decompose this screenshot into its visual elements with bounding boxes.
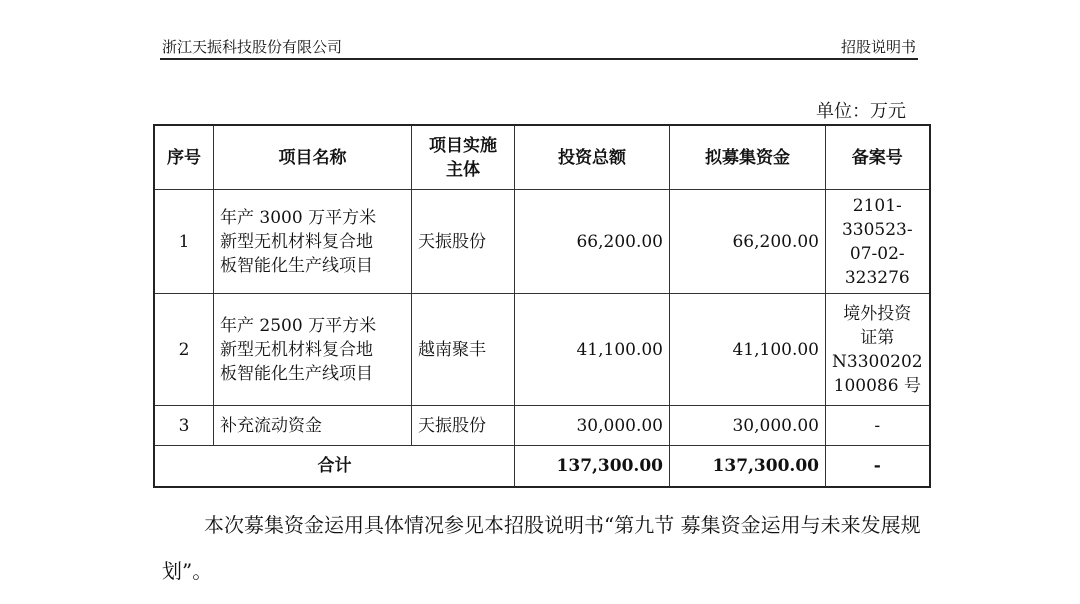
cell-filing: 2101- 330523- 07-02- 323276 [826, 190, 930, 294]
total-filing: - [826, 446, 930, 488]
cell-entity: 天振股份 [412, 190, 515, 294]
body-paragraph: 本次募集资金运用具体情况参见本招股说明书“第九节 募集资金运用与未来发展规划”。 [162, 513, 921, 583]
cell-filing: 境外投资 证第 N3300202 100086 号 [826, 294, 930, 406]
total-label: 合计 [154, 446, 515, 488]
total-investment: 137,300.00 [515, 446, 670, 488]
cell-entity: 越南聚丰 [412, 294, 515, 406]
cell-name: 年产 3000 万平方米 新型无机材料复合地 板智能化生产线项目 [214, 190, 412, 294]
cell-no: 3 [154, 406, 214, 446]
cell-entity: 天振股份 [412, 406, 515, 446]
cell-total: 30,000.00 [515, 406, 670, 446]
cell-name: 年产 2500 万平方米 新型无机材料复合地 板智能化生产线项目 [214, 294, 412, 406]
fund-use-table [153, 124, 931, 488]
col-header-name: 项目名称 [214, 125, 412, 190]
table-row [154, 294, 930, 406]
cell-name: 补充流动资金 [214, 406, 412, 446]
document-type: 招股说明书 [840, 38, 916, 56]
header-divider [160, 58, 918, 60]
col-header-entity: 项目实施 主体 [412, 125, 515, 190]
col-header-raised: 拟募集资金 [670, 125, 826, 190]
unit-label: 单位：万元 [816, 101, 906, 122]
total-raised: 137,300.00 [670, 446, 826, 488]
cell-no: 1 [154, 190, 214, 294]
table-total-row [154, 446, 930, 488]
table-header-row [154, 125, 930, 190]
cell-total: 41,100.00 [515, 294, 670, 406]
table-row [154, 190, 930, 294]
company-name: 浙江天振科技股份有限公司 [162, 38, 343, 56]
cell-raised: 41,100.00 [670, 294, 826, 406]
cell-raised: 30,000.00 [670, 406, 826, 446]
col-header-filing: 备案号 [826, 125, 930, 190]
cell-filing: - [826, 406, 930, 446]
col-header-no: 序号 [154, 125, 214, 190]
cell-no: 2 [154, 294, 214, 406]
cell-total: 66,200.00 [515, 190, 670, 294]
col-header-total: 投资总额 [515, 125, 670, 190]
cell-raised: 66,200.00 [670, 190, 826, 294]
table-row [154, 406, 930, 446]
